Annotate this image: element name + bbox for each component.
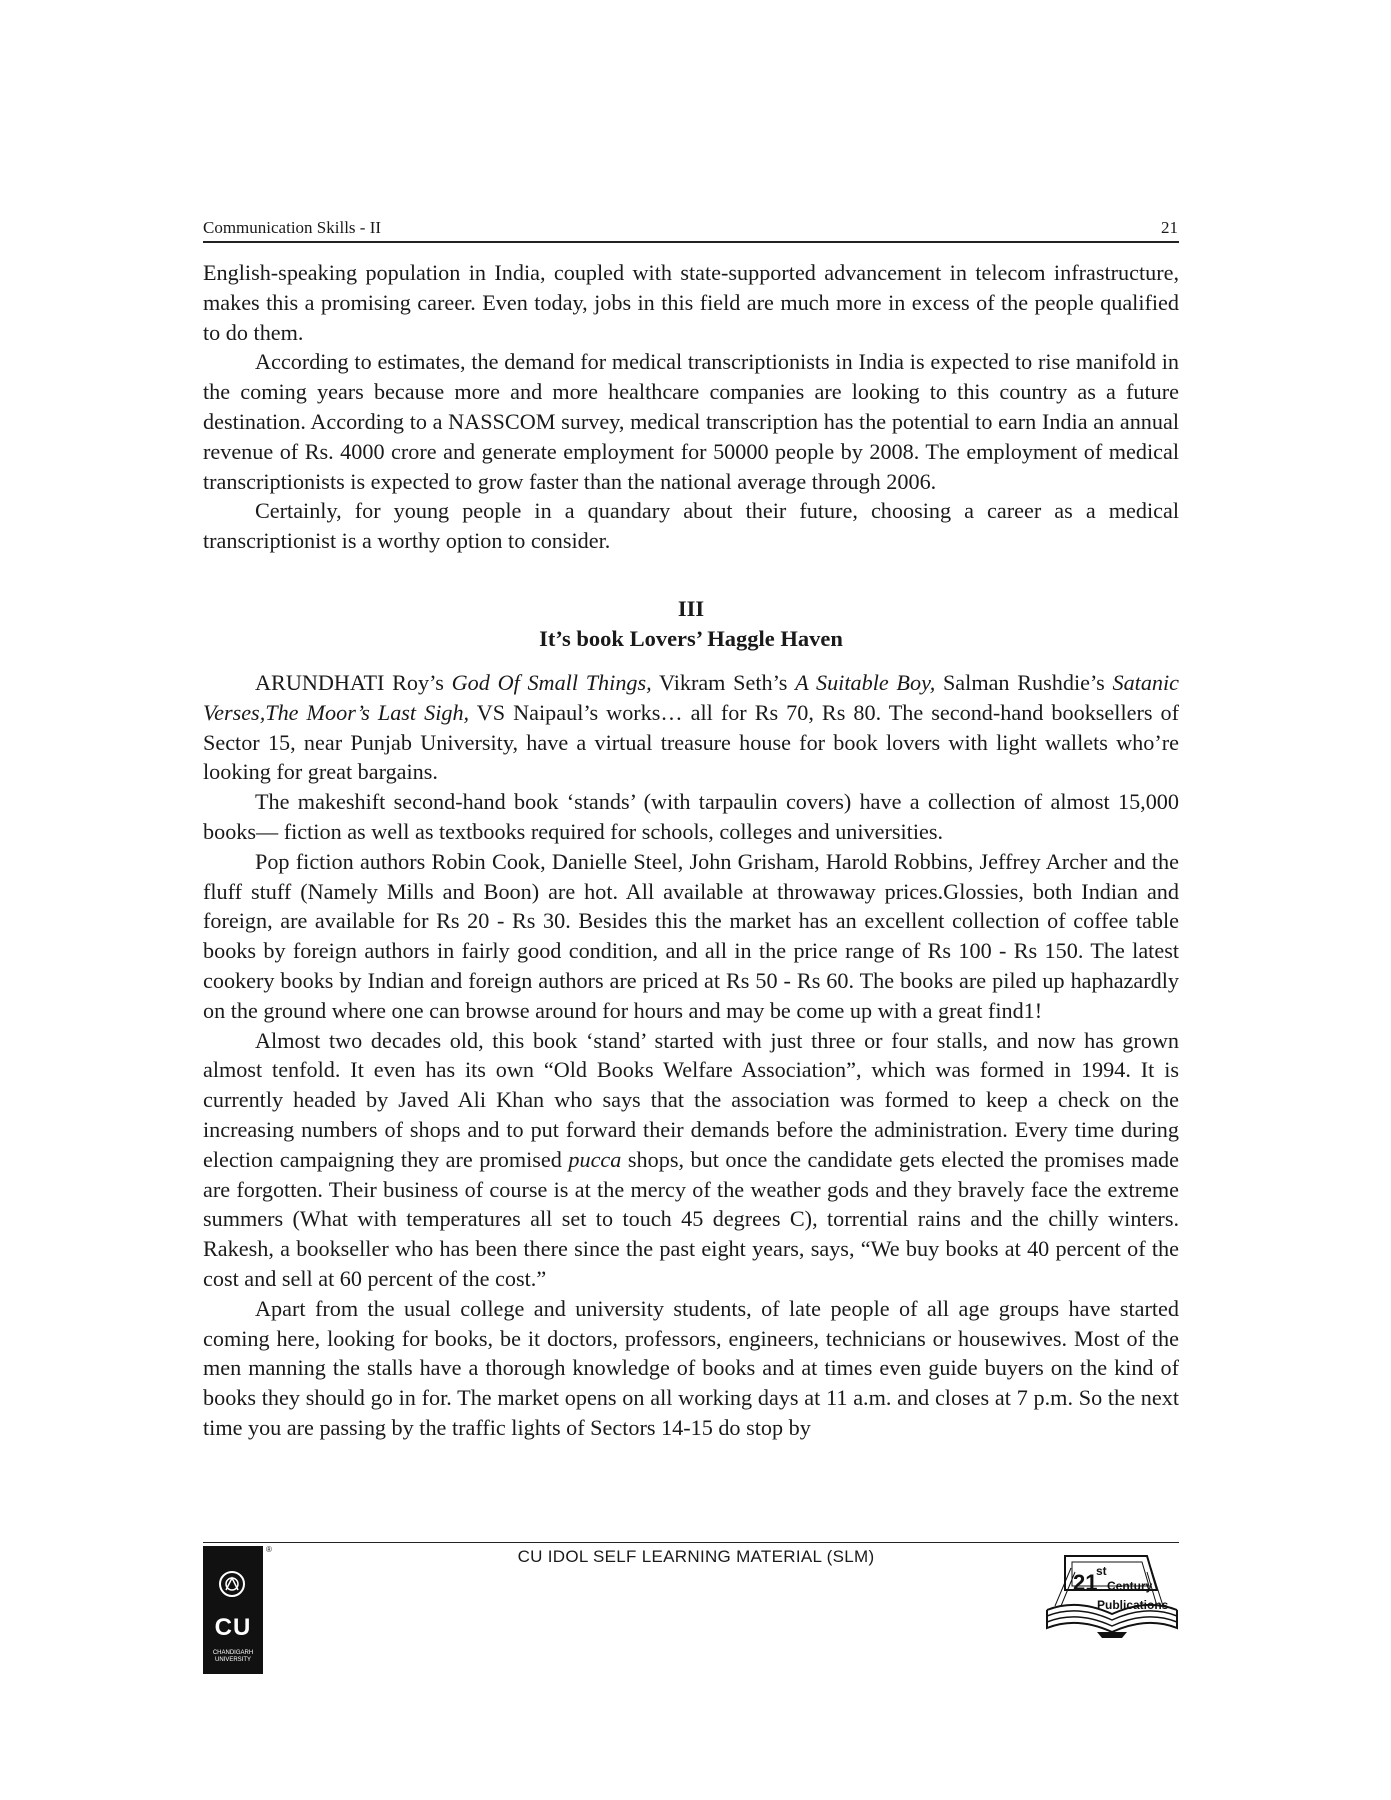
publisher-superscript: st (1096, 1564, 1107, 1578)
paragraph: Pop fiction authors Robin Cook, Danielle Steel, John Grisham, Harold Robbins, Jeffrey Archer and the fluff stuff (Namely Mills and Boon) are hot. All available at throwaway prices.Glossies, both Indian and foreign, are available for Rs 20 - Rs 30. Besides this the market has an excellent collection of coffee table books by foreign authors in fairly good condition, and all in the price range of Rs 100 - Rs 150. The latest cookery books by Indian and foreign authors are priced at Rs 50 - Rs 60. The books are piled up haphazardly on the ground where one can browse around for hours and may be come up with a great find1! (203, 848, 1179, 1023)
text-span: Almost two decades old, this book ‘stand’ started with just three or four stalls, and now has grown almost tenfold. It even has its own “Old Books Welfare Association”, which was formed in 1994. It is currently headed by Javed Ali Khan who says that the association was formed to keep a check on the increasing numbers of shops and to put forward their demands before the administration. Every time during election campaigning they are promised (203, 1027, 1179, 1172)
cu-logo-letters: CU (214, 1614, 252, 1641)
italic-term: pucca (568, 1146, 622, 1172)
publisher-number: 21 (1073, 1570, 1098, 1595)
paragraph: The makeshift second-hand book ‘stands’ (with tarpaulin covers) have a collection of almost 15,000 books— fiction as well as textbooks required for schools, colleges and universities. (203, 789, 1179, 844)
footer-rule (203, 1542, 1179, 1543)
text-span: ARUNDHATI Roy’s (255, 669, 452, 695)
publisher-logo (1037, 1548, 1187, 1648)
page-number: 21 (1161, 218, 1178, 237)
cu-logo (203, 1546, 263, 1674)
book-title: Satanic Verses,The Moor’s Last Sigh, (203, 669, 1180, 725)
paragraph (203, 1026, 1179, 1294)
section-number: III (677, 595, 705, 621)
cu-logo-name (203, 1650, 263, 1664)
publisher-word: Publications (1097, 1598, 1169, 1612)
paragraph: According to estimates, the demand for medical transcriptionists in India is expected to rise manifold in the coming years because more and more healthcare companies are looking to this country as a future destination. According to a NASSCOM survey, medical transcription has the potential to earn India an annual revenue of Rs. 4000 crore and generate employment for 50000 people by 2008. The employment of medical transcriptionists is expected to grow faster than the national average through 2006. (203, 349, 1179, 494)
cu-name-line: CHANDIGARH (212, 1650, 254, 1656)
text-span: Vikram Seth’s (651, 669, 796, 695)
book-title: God Of Small Things, (451, 669, 652, 695)
emblem-icon (216, 1568, 248, 1600)
publisher-word: Century (1107, 1579, 1153, 1593)
paragraph: Apart from the usual college and university students, of late people of all age groups have started coming here, looking for books, be it doctors, professors, engineers, technicians or housewives. Most of the men manning the stalls have a thorough knowledge of books and at times even guide buyers on the kind of books they should go in for. The market opens on all working days at 11 a.m. and closes at 7 p.m. So the next time you are passing by the traffic lights of Sectors 14-15 do stop by (203, 1295, 1179, 1440)
paragraph (203, 668, 1179, 787)
section-title: It’s book Lovers’ Haggle Haven (539, 625, 843, 651)
registered-mark: ® (266, 1545, 272, 1554)
cu-name-line: UNIVERSITY (214, 1657, 251, 1663)
header-title: Communication Skills - II (203, 218, 382, 237)
paragraph: Certainly, for young people in a quandary about their future, choosing a career as a medical transcriptionist is a worthy option to consider. (203, 498, 1179, 554)
running-header (203, 218, 1178, 238)
text-span: Salman Rushdie’s (935, 669, 1113, 695)
section-heading (203, 594, 1179, 654)
text-span: shops, but once the candidate gets elected the promises made are forgotten. Their business of course is at the mercy of the weather gods and they bravely face the extreme summers (What with temperatures all set to touch 45 degrees C), torrential rains and the chilly winters. Rakesh, a bookseller who has been there since the past eight years, says, “We buy books at 40 percent of the cost and sell at 60 percent of the cost.” (203, 1146, 1179, 1291)
text-span: VS Naipaul’s works… all for Rs 70, Rs 80. The second-hand booksellers of Sector 15, near Punjab University, have a virtual treasure house for book lovers with light wallets who’re looking for great bargains. (203, 699, 1179, 785)
header-rule (203, 241, 1179, 243)
footer-text: CU IDOL SELF LEARNING MATERIAL (SLM) (517, 1547, 875, 1566)
body-text (203, 258, 1179, 1443)
paragraph: English-speaking population in India, coupled with state-supported advancement in telecom infrastructure, makes this a promising career. Even today, jobs in this field are much more in excess of the people qualified to do them. (203, 260, 1179, 345)
book-title: A Suitable Boy, (795, 669, 936, 695)
